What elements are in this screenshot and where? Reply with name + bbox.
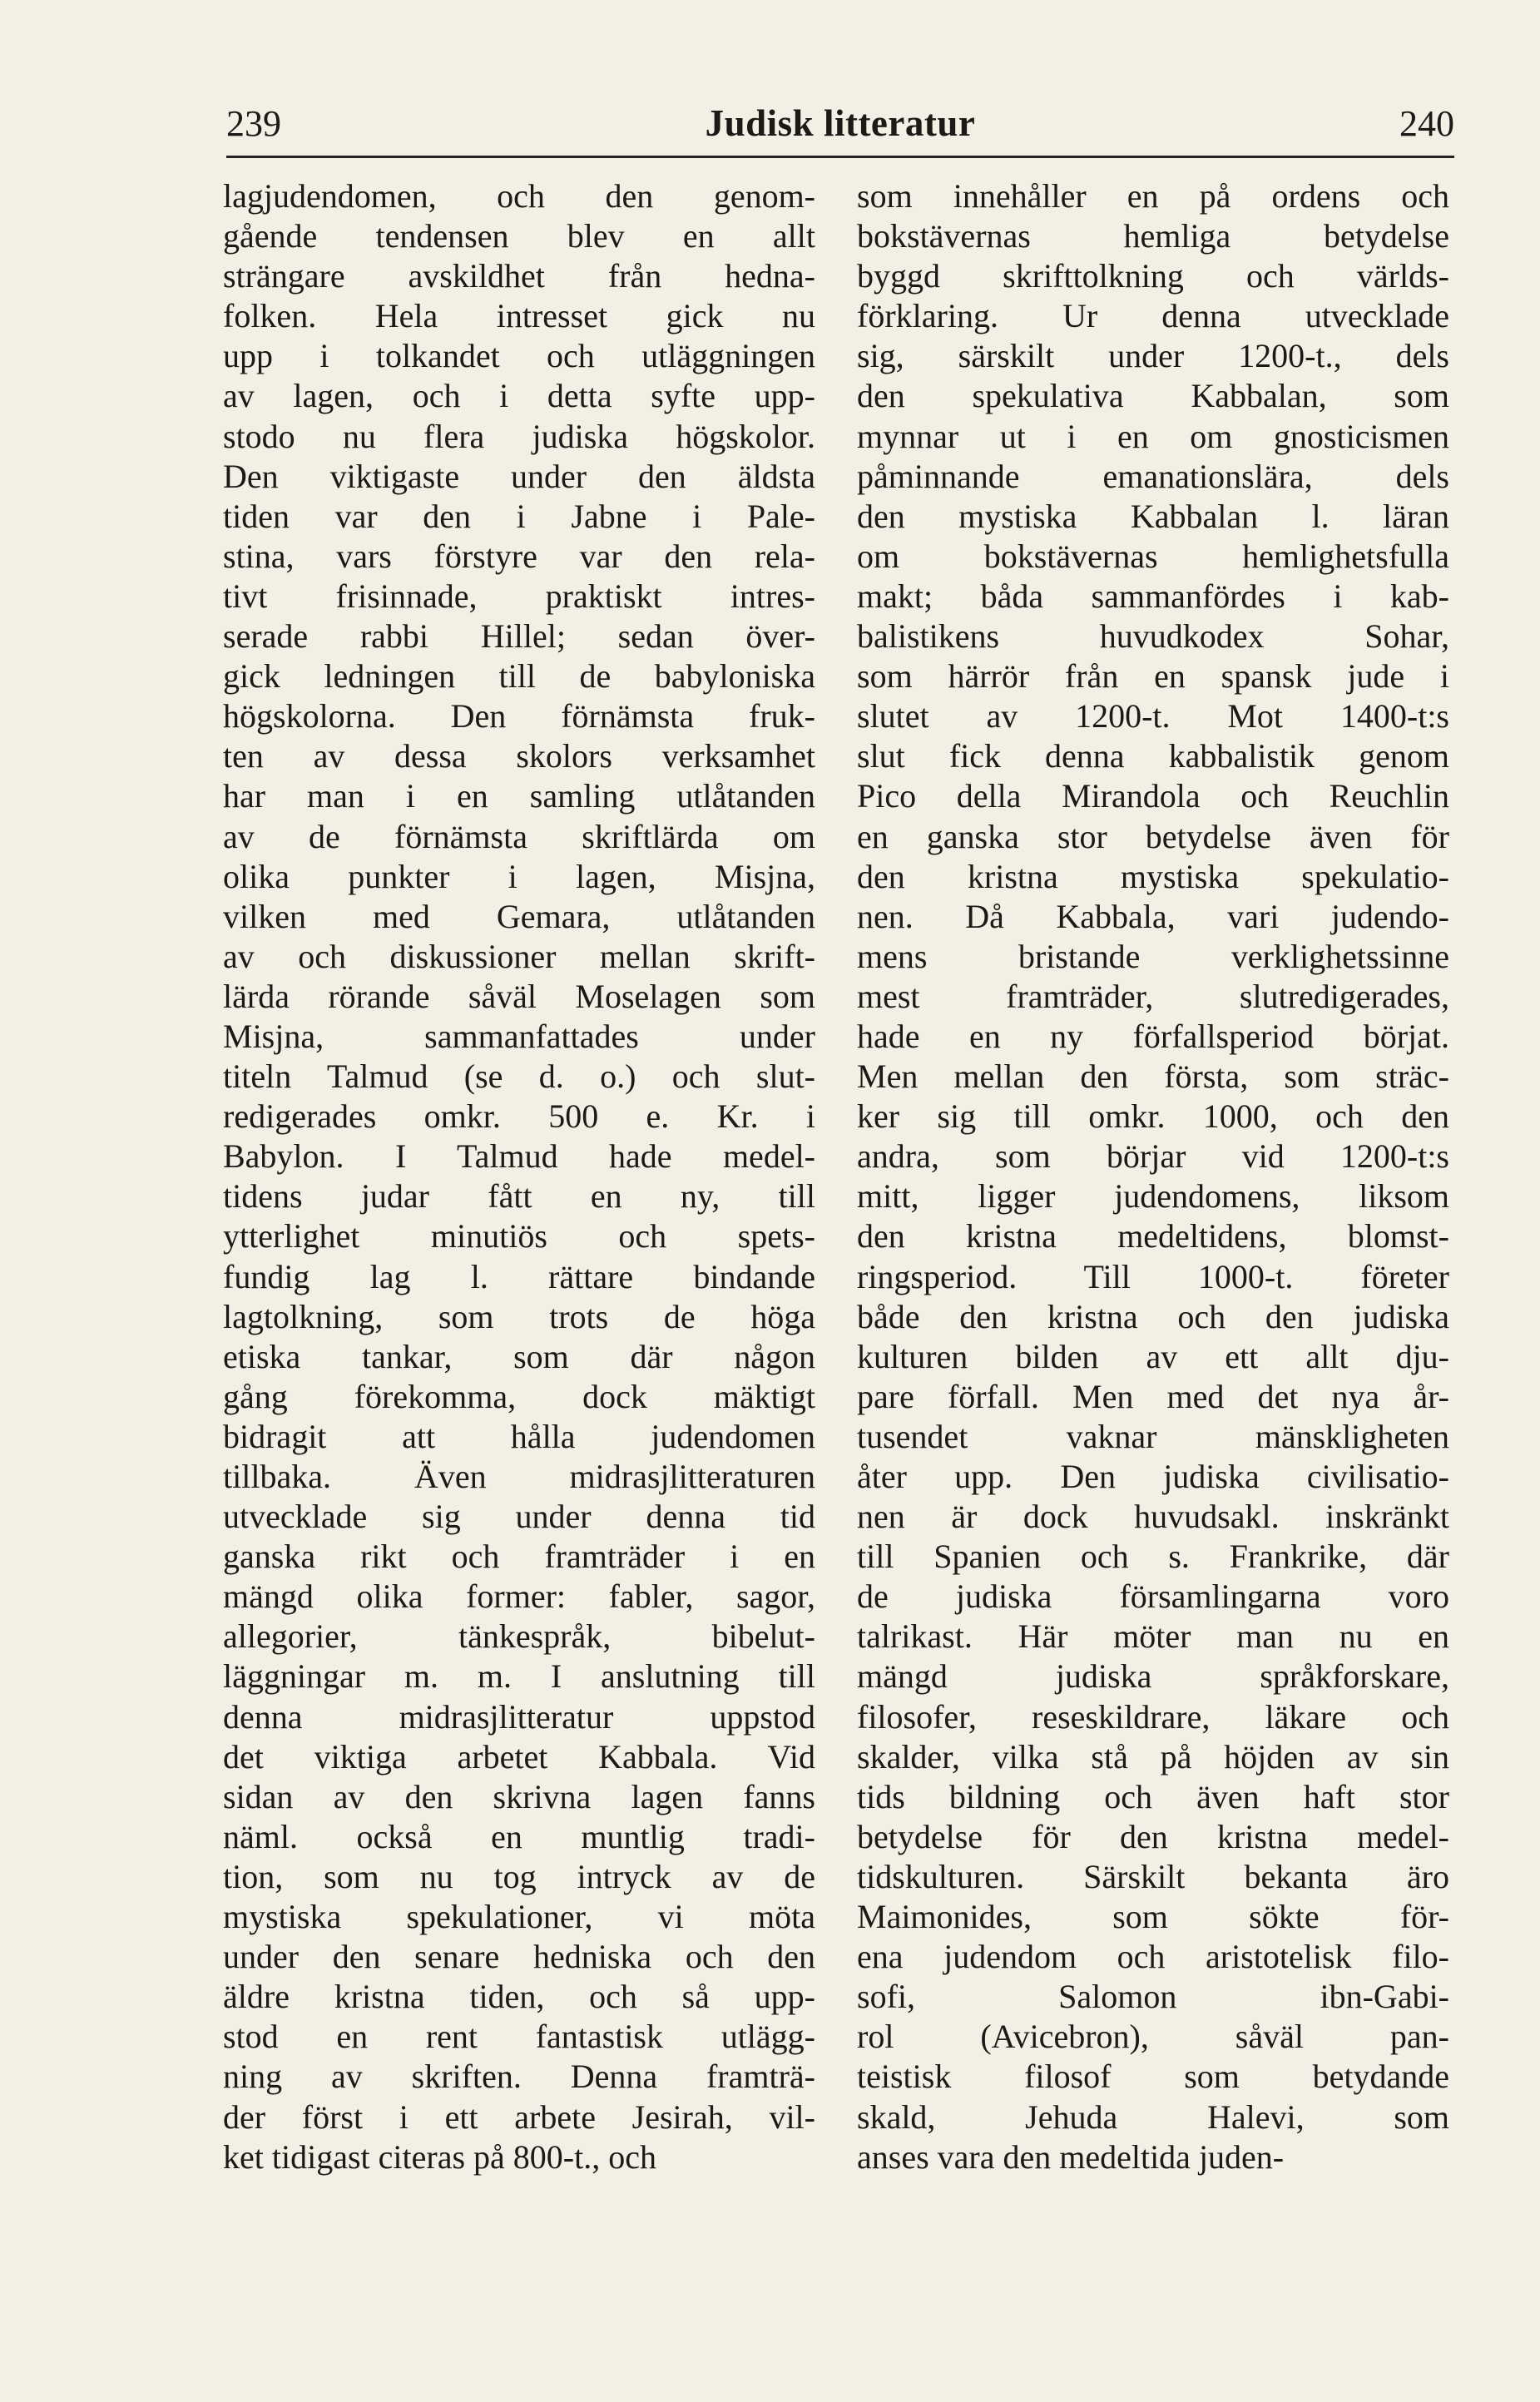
text-line: rol (Avicebron), såväl pan- (857, 2018, 1449, 2056)
text-line: tidskulturen. Särskilt bekanta äro (857, 1857, 1449, 1895)
text-line: gående tendensen blev en allt (223, 217, 815, 255)
text-line: serade rabbi Hillel; sedan över- (223, 617, 815, 656)
text-line: der först i ett arbete Jesirah, vil- (223, 2097, 815, 2136)
text-line: som innehåller en på ordens och (857, 177, 1449, 215)
text-line: slut fick denna kabbalistik genom (857, 737, 1449, 775)
text-line: gång förekomma, dock mäktigt (223, 1377, 815, 1415)
text-line: tids bildning och även haft stor (857, 1777, 1449, 1815)
text-line: äldre kristna tiden, och så upp- (223, 1978, 815, 2016)
text-line: titeln Talmud (se d. o.) och slut- (223, 1057, 815, 1096)
text-line: mitt, ligger judendomens, liksom (857, 1177, 1449, 1216)
text-line: redigerades omkr. 500 e. Kr. i (223, 1097, 815, 1136)
text-line: filosofer, reseskildrare, läkare och (857, 1697, 1449, 1736)
text-line: denna midrasjlitteratur uppstod (223, 1697, 815, 1736)
text-line: betydelse för den kristna medel- (857, 1817, 1449, 1855)
text-line: nen är dock huvudsakl. inskränkt (857, 1498, 1449, 1536)
text-line: den kristna medeltidens, blomst- (857, 1217, 1449, 1255)
running-title: Judisk litteratur (705, 102, 976, 144)
text-line: strängare avskildhet från hedna- (223, 257, 815, 295)
text-line: talrikast. Här möter man nu en (857, 1617, 1449, 1656)
text-line: en ganska stor betydelse även för (857, 817, 1449, 855)
text-line: mystiska spekulationer, vi möta (223, 1898, 815, 1936)
text-line: bokstävernas hemliga betydelse (857, 217, 1449, 255)
text-line: Men mellan den första, som sträc- (857, 1057, 1449, 1096)
text-line: tidens judar fått en ny, till (223, 1177, 815, 1216)
text-line: makt; båda sammanfördes i kab- (857, 577, 1449, 615)
text-line: av lagen, och i detta syfte upp- (223, 377, 815, 415)
text-line: de judiska församlingarna voro (857, 1577, 1449, 1616)
text-line: mängd olika former: fabler, sagor, (223, 1577, 815, 1616)
text-line: mängd judiska språkforskare, (857, 1657, 1449, 1696)
text-line: skald, Jehuda Halevi, som (857, 2097, 1449, 2136)
text-line: det viktiga arbetet Kabbala. Vid (223, 1737, 815, 1775)
text-line: allegorier, tänkespråk, bibelut- (223, 1617, 815, 1656)
text-line: stina, vars förstyre var den rela- (223, 537, 815, 575)
text-line: mens bristande verklighetssinne (857, 937, 1449, 975)
text-line: sig, särskilt under 1200-t., dels (857, 337, 1449, 375)
text-line: hade en ny förfallsperiod börjat. (857, 1017, 1449, 1055)
text-line: högskolorna. Den förnämsta fruk- (223, 697, 815, 735)
text-line: sidan av den skrivna lagen fanns (223, 1777, 815, 1815)
text-line: både den kristna och den judiska (857, 1297, 1449, 1335)
text-line: stod en rent fantastisk utlägg- (223, 2018, 815, 2056)
text-line: balistikens huvudkodex Sohar, (857, 617, 1449, 656)
text-line: som härrör från en spansk jude i (857, 657, 1449, 696)
text-line: pare förfall. Men med det nya år- (857, 1377, 1449, 1415)
text-line: mest framträder, slutredigerades, (857, 977, 1449, 1015)
text-line: av och diskussioner mellan skrift- (223, 937, 815, 975)
text-line: slutet av 1200-t. Mot 1400-t:s (857, 697, 1449, 735)
text-line: den mystiska Kabbalan l. läran (857, 497, 1449, 535)
text-line: under den senare hedniska och den (223, 1938, 815, 1976)
text-line: ning av skriften. Denna framträ- (223, 2058, 815, 2096)
text-line: åter upp. Den judiska civilisatio- (857, 1458, 1449, 1495)
text-line: Den viktigaste under den äldsta (223, 457, 815, 495)
text-line: vilken med Gemara, utlåtanden (223, 897, 815, 935)
text-line: fundig lag l. rättare bindande (223, 1257, 815, 1295)
text-line: mynnar ut i en om gnosticismen (857, 417, 1449, 455)
text-line: utvecklade sig under denna tid (223, 1498, 815, 1536)
text-line: lagjudendomen, och den genom- (223, 177, 815, 215)
text-line: Misjna, sammanfattades under (223, 1017, 815, 1055)
text-line: etiska tankar, som där någon (223, 1337, 815, 1375)
text-line: ket tidigast citeras på 800-t., och (223, 2137, 656, 2176)
text-line: den kristna mystiska spekulatio- (857, 857, 1449, 895)
text-line: tusendet vaknar mänskligheten (857, 1417, 1449, 1455)
text-line: nen. Då Kabbala, vari judendo- (857, 897, 1449, 935)
text-line: ker sig till omkr. 1000, och den (857, 1097, 1449, 1136)
text-line: tion, som nu tog intryck av de (223, 1857, 815, 1895)
text-line: tiden var den i Jabne i Pale- (223, 497, 815, 535)
text-line: teistisk filosof som betydande (857, 2058, 1449, 2096)
text-line: till Spanien och s. Frankrike, där (857, 1538, 1449, 1576)
text-line: anses vara den medeltida juden- (857, 2137, 1285, 2176)
text-line: Pico della Mirandola och Reuchlin (857, 777, 1449, 815)
text-line: lagtolkning, som trots de höga (223, 1297, 815, 1335)
text-line: av de förnämsta skriftlärda om (223, 817, 815, 855)
running-header (226, 83, 1454, 158)
text-line: ringsperiod. Till 1000-t. företer (857, 1257, 1449, 1295)
text-line: lärda rörande såväl Moselagen som (223, 977, 815, 1015)
text-line: ytterlighet minutiös och spets- (223, 1217, 815, 1255)
text-line: Maimonides, som sökte för- (857, 1898, 1449, 1936)
text-line: läggningar m. m. I anslutning till (223, 1657, 815, 1696)
text-line: om bokstävernas hemlighetsfulla (857, 537, 1449, 575)
text-line: upp i tolkandet och utläggningen (223, 337, 815, 375)
left-column (223, 176, 815, 2177)
text-line: ganska rikt och framträder i en (223, 1538, 815, 1576)
text-line: kulturen bilden av ett allt dju- (857, 1337, 1449, 1375)
text-line: sofi, Salomon ibn-Gabi- (857, 1978, 1449, 2016)
text-line: folken. Hela intresset gick nu (223, 297, 815, 335)
text-line: näml. också en muntlig tradi- (223, 1817, 815, 1855)
text-line: bidragit att hålla judendomen (223, 1417, 815, 1455)
text-line: skalder, vilka stå på höjden av sin (857, 1737, 1449, 1775)
text-line: byggd skrifttolkning och världs- (857, 257, 1449, 295)
text-line: den spekulativa Kabbalan, som (857, 377, 1449, 415)
text-line: tivt frisinnade, praktiskt intres- (223, 577, 815, 615)
header-rule (226, 156, 1454, 158)
text-line: Babylon. I Talmud hade medel- (223, 1137, 815, 1176)
right-page-number: 240 (1399, 103, 1454, 144)
text-line: tillbaka. Även midrasjlitteraturen (223, 1458, 815, 1495)
text-line: andra, som börjar vid 1200-t:s (857, 1137, 1449, 1176)
text-line: ena judendom och aristotelisk filo- (857, 1938, 1449, 1976)
text-line: gick ledningen till de babyloniska (223, 657, 815, 696)
right-column (857, 176, 1449, 2177)
text-line: stodo nu flera judiska högskolor. (223, 417, 815, 455)
text-line: förklaring. Ur denna utvecklade (857, 297, 1449, 335)
text-line: olika punkter i lagen, Misjna, (223, 857, 815, 895)
left-page-number: 239 (226, 103, 281, 144)
text-line: ten av dessa skolors verksamhet (223, 737, 815, 775)
text-line: påminnande emanationslära, dels (857, 457, 1449, 495)
text-line: har man i en samling utlåtanden (223, 777, 815, 815)
